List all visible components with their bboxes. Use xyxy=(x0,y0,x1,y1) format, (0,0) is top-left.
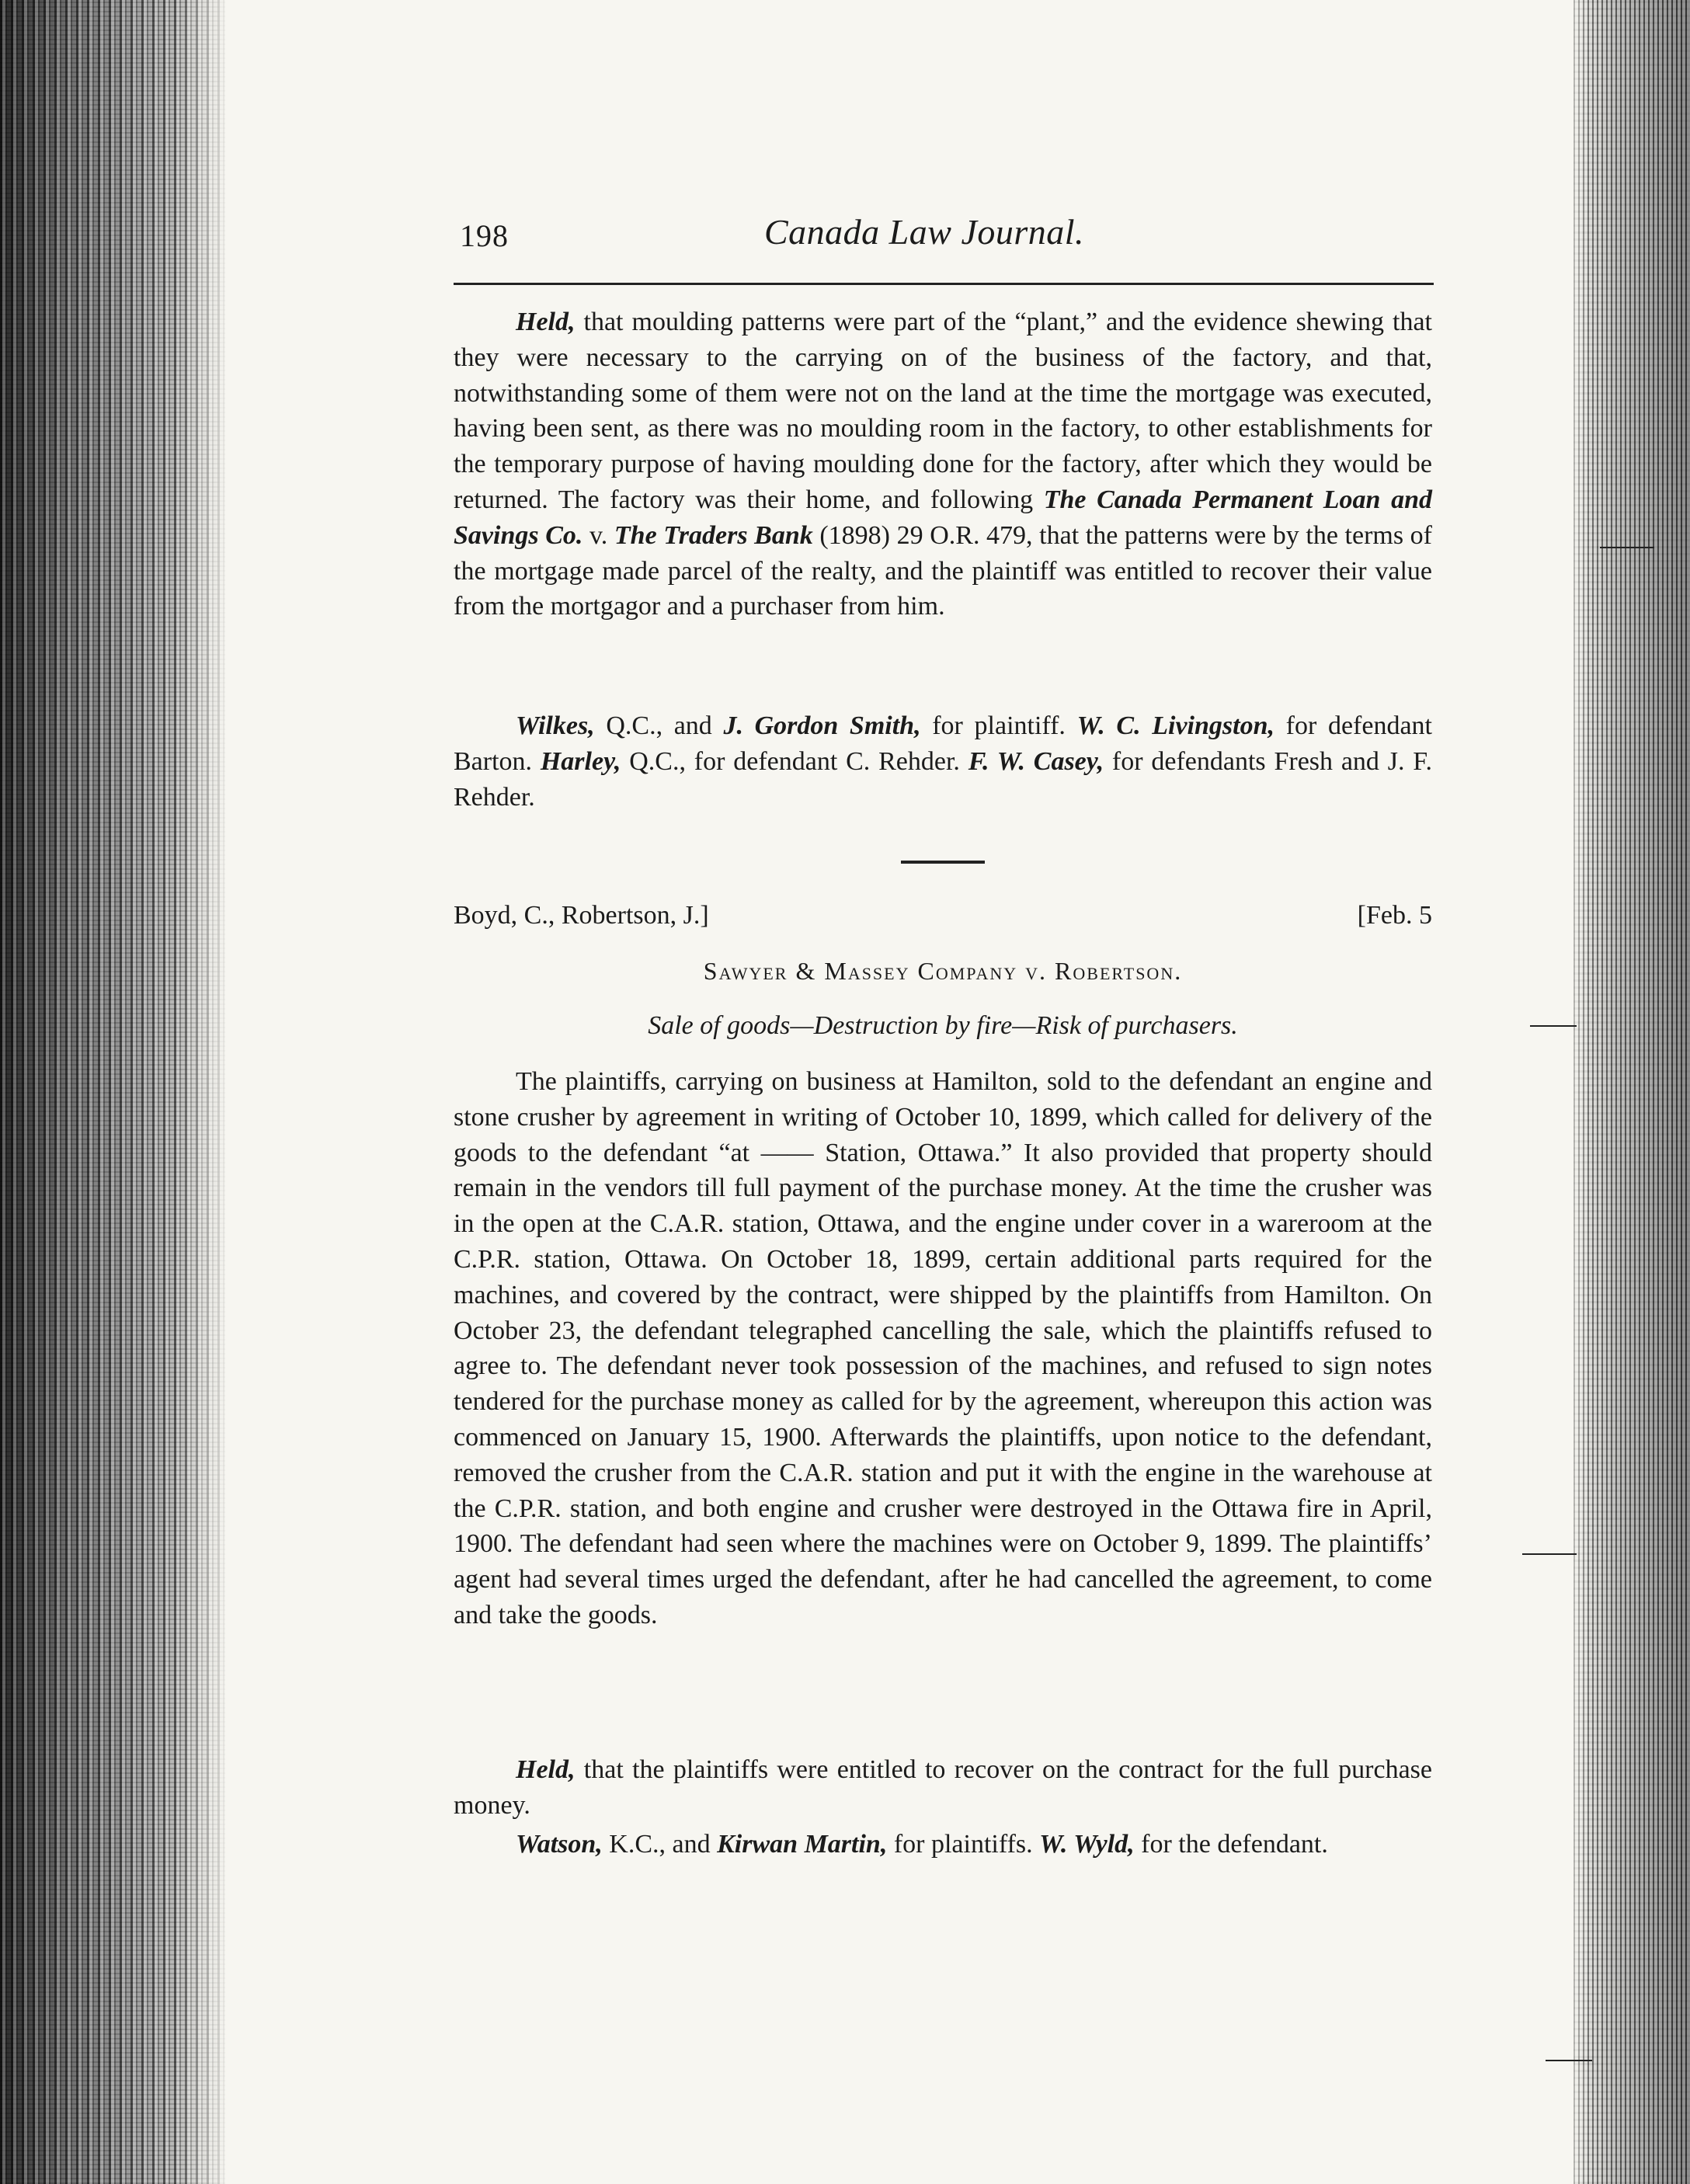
counsel-name: Kirwan Martin, xyxy=(717,1830,888,1859)
second-case-facts: The plaintiffs, carrying on business at Hamilton, sold to the defendant an engine and stone crusher by agreement in writing of October 10, 1899, which called for delivery of the goods to the defendant “at —— Station, Ottawa.” It also provided that property should remain in the vendors till full payment of the purchase money. At the time the crusher was in the open at the C.A.R. station, Ottawa, and the engine under cover in a wareroom at the C.P.R. station, Ottawa. On October 18, 1899, certain additional parts required for the machines, and covered by the contract, were shipped by the plaintiffs from Hamilton. On October 23, the defendant telegraphed cancelling the sale, which the plaintiffs refused to agree to. The defendant never took possession of the machines, and refused to sign notes tendered for the purchase money as called for by the agreement, whereupon this action was commenced on January 15, 1900. Afterwards the plaintiffs, upon notice to the defendant, removed the crusher from the C.A.R. station and put it with the engine in the warehouse at the C.P.R. station, and both engine and crusher were destroyed in the Ottawa fire in April, 1900. The defendant had seen where the machines were on October 9, 1899. The plaintiffs’ agent had several times urged the defendant, after he had cancelled the agreement, to come and take the goods. xyxy=(454,1067,1432,1629)
counsel-name: F. W. Casey, xyxy=(968,746,1104,776)
page-number: 198 xyxy=(460,218,509,253)
held-text: that moulding patterns were part of the “plant,” and the evidence shewing that they were necessary to the carrying on of the business of the factory, and that, notwithstanding some of them were not on the land at the time the mortgage was executed, having been sent, as there was no moulding room in the factory, to other establishments for the temporary purpose of having moulding done for the factory, after which they would be returned. The factory was their home, and following xyxy=(454,308,1432,514)
second-case-counsel xyxy=(454,1827,1432,1862)
counsel-text: Q.C., for defendant C. Rehder. xyxy=(621,746,968,776)
scan-artifact xyxy=(1522,1553,1577,1555)
decision-date: [Feb. 5 xyxy=(1357,901,1432,930)
cited-v: v. xyxy=(582,520,614,550)
counsel-text: for plaintiff. xyxy=(920,711,1077,740)
court-line xyxy=(454,901,1432,940)
cited-tail: (1898) 29 O.R. 479, that the patterns were by the terms of the mortgage made parcel of the realty, and the plaintiff was entitled to recover their value from the mortgagor and a purchaser from him. xyxy=(454,520,1432,621)
second-case-held-paragraph xyxy=(454,1752,1432,1824)
running-head: Canada Law Journal. xyxy=(764,212,1085,252)
section-divider xyxy=(901,861,985,864)
held-label: Held, xyxy=(516,308,576,336)
counsel-name: W. Wyld, xyxy=(1039,1830,1135,1859)
counsel-name: J. Gordon Smith, xyxy=(723,711,921,740)
counsel-text: for the defendant. xyxy=(1134,1830,1328,1859)
cited-case: The Canada Permanent Loan and Savings Co. xyxy=(454,485,1432,550)
scan-artifact xyxy=(1530,1025,1577,1027)
cited-party: The Traders Bank xyxy=(614,520,813,550)
counsel-text: K.C., and xyxy=(602,1830,718,1859)
counsel-name: Watson, xyxy=(516,1830,603,1859)
held-label: Held, xyxy=(516,1755,576,1784)
counsel-name: W. C. Livingston, xyxy=(1076,711,1275,740)
header-rule xyxy=(454,283,1434,285)
case-headnote: Sale of goods—Destruction by fire—Risk of purchasers. xyxy=(648,1011,1238,1040)
scan-artifact xyxy=(1600,547,1654,548)
counsel-name: Wilkes, xyxy=(516,711,595,740)
first-case-held-paragraph xyxy=(454,304,1432,624)
page-edge-shadow xyxy=(1574,0,1690,2184)
scan-artifact xyxy=(1546,2060,1592,2061)
counsel-name: Harley, xyxy=(540,746,621,776)
first-case-counsel xyxy=(454,708,1432,815)
counsel-text: for plaintiffs. xyxy=(887,1830,1040,1859)
binding-fade xyxy=(179,0,233,2184)
held-text: that the plaintiffs were entitled to recover on the contract for the full purchase money. xyxy=(454,1755,1432,1820)
court-judges: Boyd, C., Robertson, J.] xyxy=(454,901,709,930)
counsel-text: for defendants Fresh and J. F. Rehder. xyxy=(454,746,1432,812)
counsel-text: for defendant Barton. xyxy=(454,711,1432,776)
case-title: Sawyer & Massey Company v. Robertson. xyxy=(703,957,1183,985)
page-header xyxy=(454,211,1432,258)
counsel-text: Q.C., and xyxy=(594,711,724,740)
page-edge-fade xyxy=(1558,0,1589,2184)
